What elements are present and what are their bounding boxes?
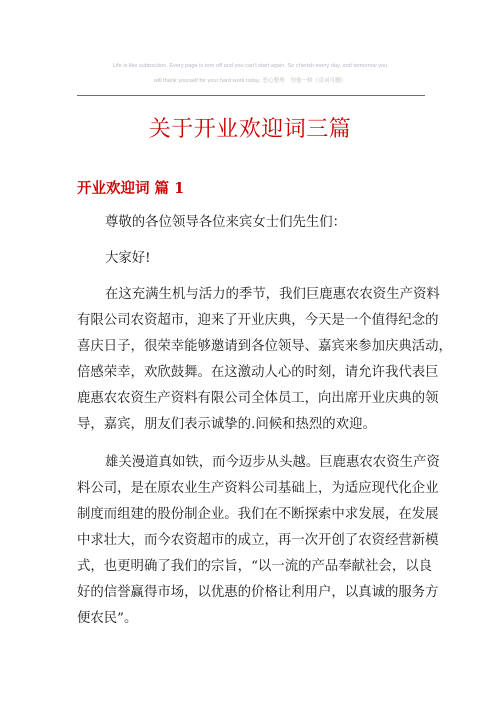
paragraph-1-line-3: 喜庆日子，很荣幸能够邀请到各位领导、嘉宾来参加庆典活动， xyxy=(77,339,452,354)
paragraph-2-line-6: 好的信誉赢得市场，以优惠的价格让利用户，以真诚的服务方 xyxy=(77,585,439,600)
document-title: 关于开业欢迎词三篇 xyxy=(148,117,352,142)
paragraph-2-line-2: 料公司，是在原农业生产资料公司基础上，为适应现代化企业 xyxy=(77,481,439,496)
header-divider xyxy=(77,95,425,96)
section-heading: 开业欢迎词 篇 1 xyxy=(77,180,185,197)
greeting-line: 大家好! xyxy=(105,251,151,266)
paragraph-2-line-1: 雄关漫道真如铁，而今迈步从头越。巨鹿惠农农资生产资 xyxy=(105,455,440,470)
paragraph-2-line-3: 制度而组建的股份制企业。我们在不断探索中求发展，在发展 xyxy=(77,507,439,522)
paragraph-2-line-5: 式，也更明确了我们的宗旨，“以一流的产品奉献社会，以良 xyxy=(77,559,432,574)
paragraph-1-line-6: 导，嘉宾，朋友们表示诚挚的.问候和热烈的欢迎。 xyxy=(77,417,376,432)
salutation-line: 尊敬的各位领导各位来宾女士们先生们： xyxy=(105,215,347,230)
paragraph-1-line-5: 鹿惠农农资生产资料有限公司全体员工，向出席开业庆典的领 xyxy=(77,391,439,406)
header-quote-line-1: Life is like subtraction. Every page is torn off and you can't start again. So cherish every day, and tomorrow you xyxy=(112,63,388,69)
header-quote-line-2: will thank yourself for your hard work today. 恶心整理 勿他一修（页词可删） xyxy=(153,78,347,84)
paragraph-2-line-7: 便农民”。 xyxy=(77,611,138,626)
paragraph-1-line-2: 有限公司农资超市，迎来了开业庆典，今天是一个值得纪念的 xyxy=(77,313,439,328)
paragraph-1-line-1: 在这充满生机与活力的季节，我们巨鹿惠农农资生产资料 xyxy=(105,287,440,302)
paragraph-2-line-4: 中求壮大，而今农资超市的成立，再一次开创了农资经营新模 xyxy=(77,533,439,548)
paragraph-1-line-4: 倍感荣幸，欢欣鼓舞。在这激动人心的时刻，请允许我代表巨 xyxy=(77,365,439,380)
